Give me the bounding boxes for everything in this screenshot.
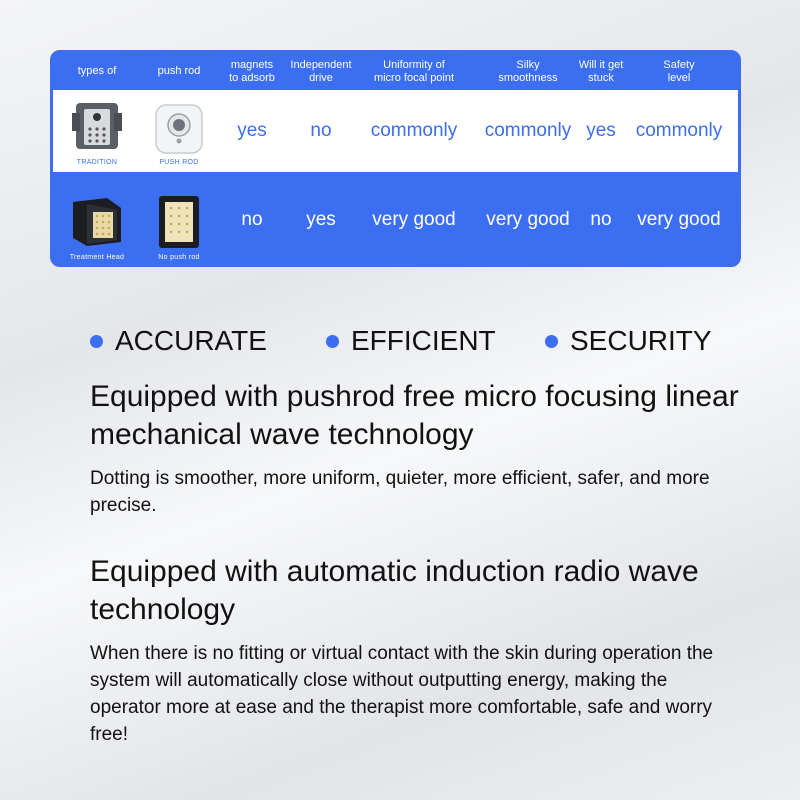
bullet-dot-icon xyxy=(90,335,103,348)
header-silky: Silky smoothness xyxy=(498,58,558,84)
cell-value: commonly xyxy=(484,120,572,141)
cell-value: very good xyxy=(637,208,721,230)
cell-value: commonly xyxy=(635,120,723,141)
product-treatment-head xyxy=(53,172,141,267)
bullet-dot-icon xyxy=(545,335,558,348)
no-push-rod-handpiece-icon xyxy=(157,194,201,250)
header-types-of: types of xyxy=(77,65,117,77)
header-push-rod: push rod xyxy=(157,65,201,77)
push-rod-handpiece-icon xyxy=(154,103,204,155)
traditional-handpiece-icon xyxy=(72,99,122,155)
cell-value: yes xyxy=(586,120,616,141)
cell-value: very good xyxy=(372,208,456,230)
cell-value: no xyxy=(590,208,612,230)
section2-body: When there is no fitting or virtual contact with the skin during operation the system will automatically close without outputting energy, making the operator more at ease and the therapist more comfortable, safe and worry free! xyxy=(90,643,714,745)
bullet-dot-icon xyxy=(326,335,339,348)
product-no-push-rod xyxy=(141,172,217,267)
feature-label: SECURITY xyxy=(570,325,712,356)
product-label: Treatment Head xyxy=(69,254,125,261)
header-uniformity: Uniformity of micro focal point xyxy=(373,58,455,84)
feature-efficient xyxy=(326,325,496,357)
feature-list xyxy=(90,325,730,359)
cell-value: yes xyxy=(306,208,336,230)
feature-label: ACCURATE xyxy=(115,325,267,356)
table-row xyxy=(53,90,738,172)
cell-value: yes xyxy=(237,120,267,141)
table-row xyxy=(53,172,738,267)
product-label: No push rod xyxy=(158,254,200,261)
section1-body: Dotting is smoother, more uniform, quieter, more efficient, safer, and more precise. xyxy=(90,468,710,516)
feature-security xyxy=(545,325,712,357)
product-label: PUSH ROD xyxy=(159,159,199,166)
feature-accurate xyxy=(90,325,267,357)
section1-heading: Equipped with pushrod free micro focusing linear mechanical wave technology xyxy=(90,380,739,451)
section2-heading: Equipped with automatic induction radio wave technology xyxy=(90,555,699,626)
comparison-table xyxy=(50,50,741,267)
product-push-rod xyxy=(141,90,217,172)
cell-value: very good xyxy=(486,208,570,230)
treatment-head-icon xyxy=(67,194,127,250)
cell-value: no xyxy=(310,120,332,141)
header-magnets: magnets to adsorb xyxy=(229,58,275,84)
cell-value: no xyxy=(241,208,263,230)
header-stuck: Will it get stuck xyxy=(578,58,624,84)
cell-value: commonly xyxy=(370,120,458,141)
table-header-row xyxy=(53,53,738,90)
product-label: TRADITION xyxy=(76,159,118,166)
feature-label: EFFICIENT xyxy=(351,325,496,356)
header-safety: Safety level xyxy=(663,58,695,84)
header-independent-drive: Independent drive xyxy=(290,58,352,84)
product-traditional xyxy=(53,90,141,172)
